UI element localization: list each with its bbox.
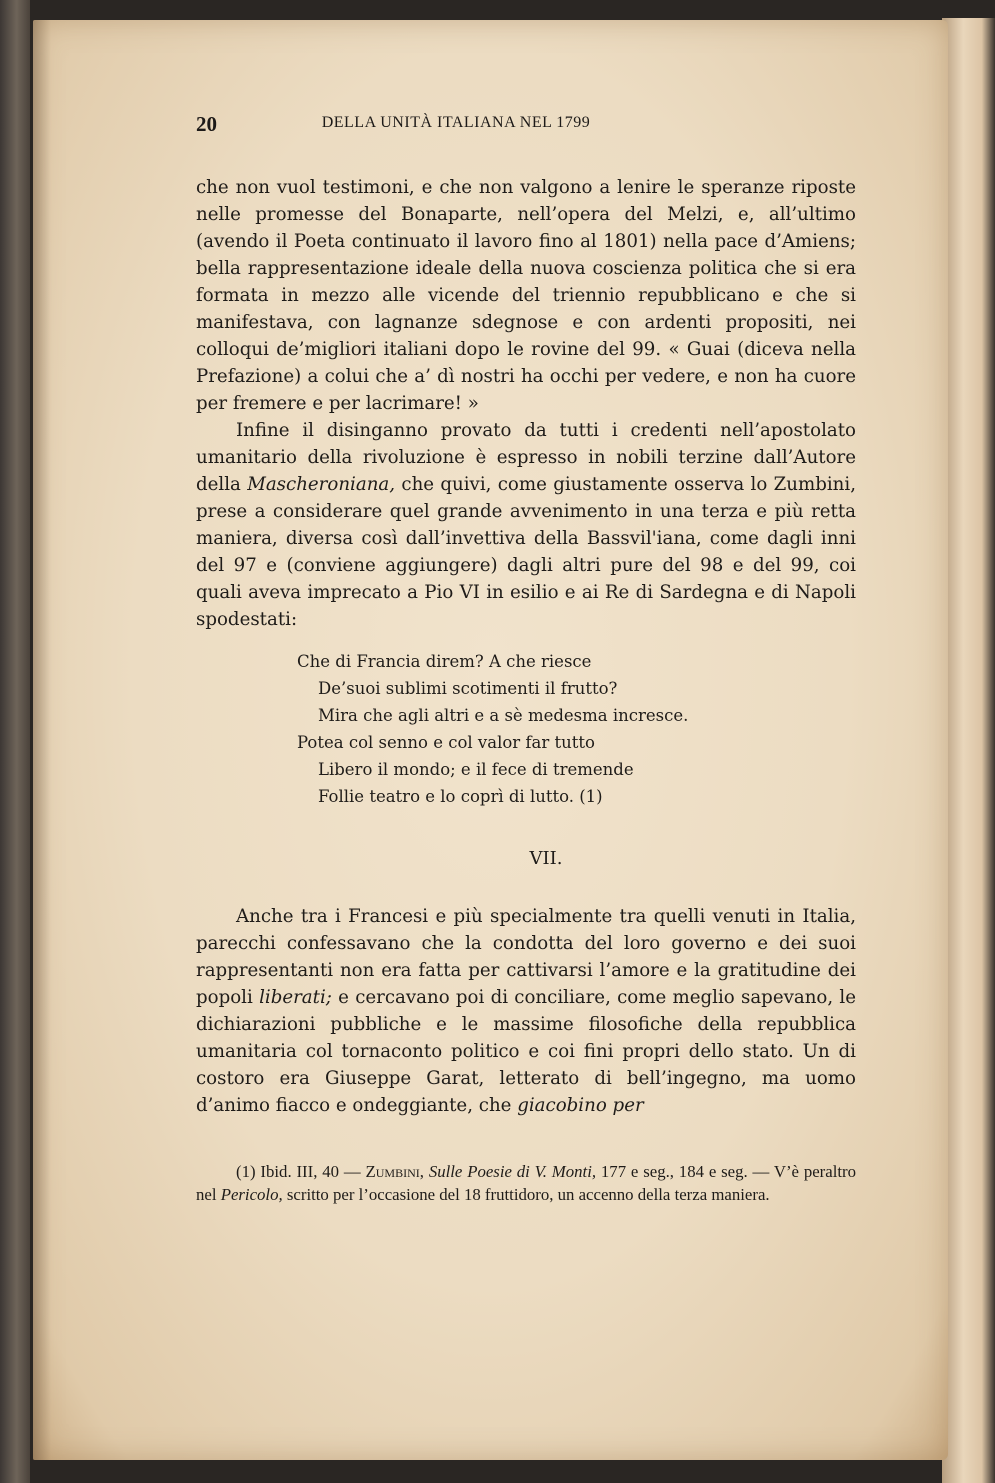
verse-line: Mira che agli altri e a sè medesma incresce. xyxy=(318,706,689,725)
footnote-text-b: 177 e seg., 184 e seg. — V’è peraltro nel xyxy=(196,1162,857,1204)
verse-quotation xyxy=(297,648,757,810)
paragraph-2 xyxy=(196,417,856,633)
book-binding-left xyxy=(0,0,30,1483)
section-heading: VII. xyxy=(529,848,563,869)
paragraph-1 xyxy=(196,174,856,417)
footnote-text-a: (1) Ibid. III, 40 — xyxy=(236,1162,366,1181)
footnote xyxy=(196,1160,856,1206)
verse-line: Libero il mondo; e il fece di tremende xyxy=(318,760,634,779)
footnote-author: Zumbini, xyxy=(365,1162,424,1181)
footnote-work-title: Sulle Poesie di V. Monti, xyxy=(428,1162,597,1181)
paragraph-3-text-b: e cercavano poi di conciliare, come meglio sapevano, le dichiarazioni pubbliche e le massime filosofiche della repubblica umanitaria col tornaconto politico e coi fini propri dello stato. Un di costoro era Giuseppe Garat, letterato di bell’ingegno, ma uomo d’animo fiacco e ondeggiante, che xyxy=(196,987,856,1116)
paragraph-2-text-a: Infine il disinganno provato da tutti i credenti nell’apostolato umanitario della rivoluzione è espresso in nobili terzine dall’Autore della xyxy=(196,420,856,495)
footnote-pericolo-title: Pericolo, xyxy=(220,1185,283,1204)
adjacent-page-edge xyxy=(942,18,995,1483)
page-header xyxy=(196,112,856,142)
footnote-text-c: scritto per l’occasione del 18 fruttidoro, un accenno della terza maniera. xyxy=(282,1185,770,1204)
italic-liberati: liberati; xyxy=(259,987,332,1008)
running-title: DELLA UNITÀ ITALIANA NEL 1799 xyxy=(321,114,591,131)
paragraph-3 xyxy=(196,903,856,1119)
verse-line: Follie teatro e lo coprì di lutto. (1) xyxy=(318,787,603,806)
verse-line: Che di Francia direm? A che riesce xyxy=(297,652,592,671)
paragraph-2-text-b: che quivi, come giustamente osserva lo Zumbini, prese a considerare quel grande avvenimento in una terza e più retta maniera, diversa così dall’invettiva della Bassvil'iana, come dagli inni del 97 e (conviene aggiungere) dagli altri pure del 98 e del 99, coi quali aveva imprecato a Pio VI in esilio e ai Re di Sardegna e di Napoli spodestati: xyxy=(196,474,856,630)
page-fold-shadow xyxy=(33,20,51,1460)
verse-line: Potea col senno e col valor far tutto xyxy=(297,733,595,752)
verse-line: De’suoi sublimi scotimenti il frutto? xyxy=(318,679,618,698)
italic-giacobino-per: giacobino per xyxy=(517,1095,644,1116)
paragraph-1-text: che non vuol testimoni, e che non valgono a lenire le speranze riposte nelle promesse del Bonaparte, nell’opera del Melzi, e, all’ultimo (avendo il Poeta continuato il lavoro fino al 1801) nella pace d’Amiens; bella rappresentazione ideale della nuova coscienza politica che si era formata in mezzo alle vicende del triennio repubblicano e che si manifestava, con lagnanze sdegnose e con ardenti propositi, nei colloqui de’migliori italiani dopo le rovine del 99. « Guai (diceva nella Prefazione) a colui che a’ dì nostri ha occhi per vedere, e non ha cuore per fremere e per lacrimare! » xyxy=(196,177,856,414)
work-title-mascheroniana: Mascheroniana, xyxy=(247,474,396,495)
page-number: 20 xyxy=(196,112,217,136)
paragraph-3-text-a: Anche tra i Francesi e più specialmente tra quelli venuti in Italia, parecchi confessavano che la condotta del loro governo e dei suoi rappresentanti non era fatta per cattivarsi l’amore e la gratitudine dei popoli xyxy=(196,906,856,1008)
